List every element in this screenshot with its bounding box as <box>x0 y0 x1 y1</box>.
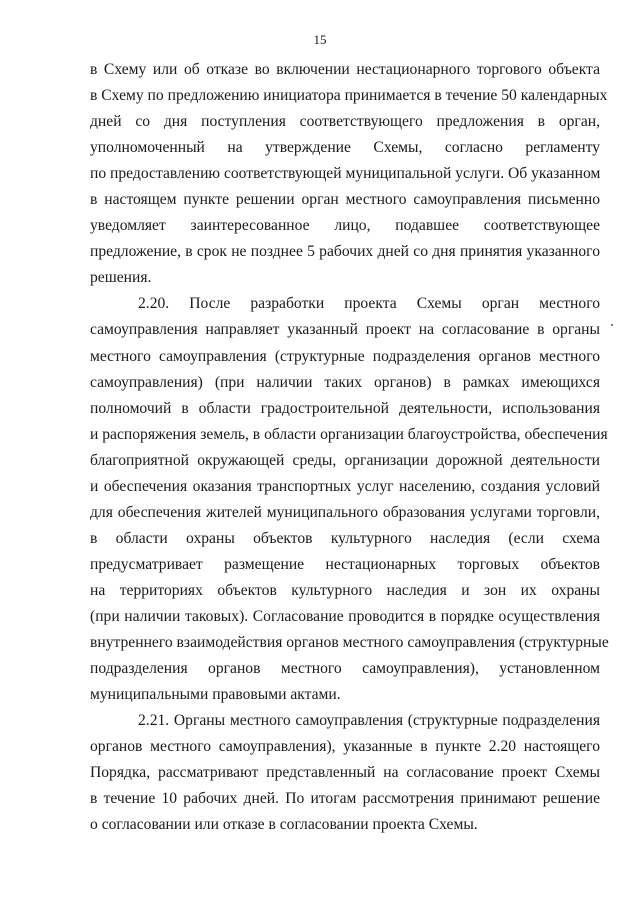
scan-speck <box>611 324 613 326</box>
text-line: по предоставлению соответствующей муниципальной услуги. Об указанном <box>90 165 601 183</box>
text-line: в настоящем пункте решении орган местного самоуправления письменно <box>90 191 600 209</box>
text-line: благоприятной окружающей среды, организации дорожной деятельности <box>90 451 600 469</box>
text-line: 2.21. Органы местного самоуправления (структурные подразделения <box>138 712 600 730</box>
text-line: полномочий в области градостроительной деятельности, использования <box>90 399 600 417</box>
text-line: уведомляет заинтересованное лицо, подавшее соответствующее <box>90 217 600 235</box>
paragraph-2-20 <box>90 291 609 708</box>
text-line: и распоряжения земель, в области организации благоустройства, обеспечения <box>90 425 608 443</box>
page-number: 15 <box>313 32 327 47</box>
text-line: в Схему или об отказе во включении нестационарного торгового объекта <box>90 61 600 78</box>
text-line: муниципальными правовыми актами. <box>90 686 341 704</box>
paragraph-continuation <box>90 57 608 291</box>
text-line: предусматривает размещение нестационарных торговых объектов <box>90 555 600 573</box>
document-body <box>90 57 609 838</box>
text-line: самоуправления) (при наличии таких органов) в рамках имеющихся <box>90 373 600 391</box>
text-line: подразделения органов местного самоуправления), установленном <box>90 660 600 678</box>
text-line: уполномоченный на утверждение Схемы, согласно регламенту <box>90 139 600 157</box>
text-line: дней со дня поступления соответствующего предложения в орган, <box>90 113 600 131</box>
text-line: (при наличии таковых). Согласование проводится в порядке осуществления <box>90 607 600 625</box>
paragraph-2-21 <box>90 708 600 838</box>
text-line: для обеспечения жителей муниципального образования услугами торговли, <box>90 503 600 521</box>
text-line: Порядка, рассматривают представленный на согласование проект Схемы <box>90 764 600 782</box>
text-line: в области охраны объектов культурного наследия (если схема <box>90 529 600 547</box>
text-line: на территориях объектов культурного наследия и зон их охраны <box>90 581 600 599</box>
text-line: местного самоуправления (структурные подразделения органов местного <box>90 347 600 365</box>
text-line: решения. <box>90 269 152 287</box>
text-line: в течение 10 рабочих дней. По итогам рассмотрения принимают решение <box>90 790 600 808</box>
text-line: предложение, в срок не позднее 5 рабочих дней со дня принятия указанного <box>90 243 600 261</box>
text-line: в Схему по предложению инициатора принимается в течение 50 календарных <box>90 87 608 105</box>
text-line: органов местного самоуправления), указанные в пункте 2.20 настоящего <box>90 738 600 756</box>
text-line: внутреннего взаимодействия органов местного самоуправления (структурные <box>90 634 609 652</box>
text-line: самоуправления направляет указанный проект на согласование в органы <box>90 321 600 339</box>
text-line: 2.20. После разработки проекта Схемы орган местного <box>138 295 600 313</box>
text-line: и обеспечения оказания транспортных услуг населению, создания условий <box>90 477 600 495</box>
text-line: о согласовании или отказе в согласовании проекта Схемы. <box>90 816 478 834</box>
